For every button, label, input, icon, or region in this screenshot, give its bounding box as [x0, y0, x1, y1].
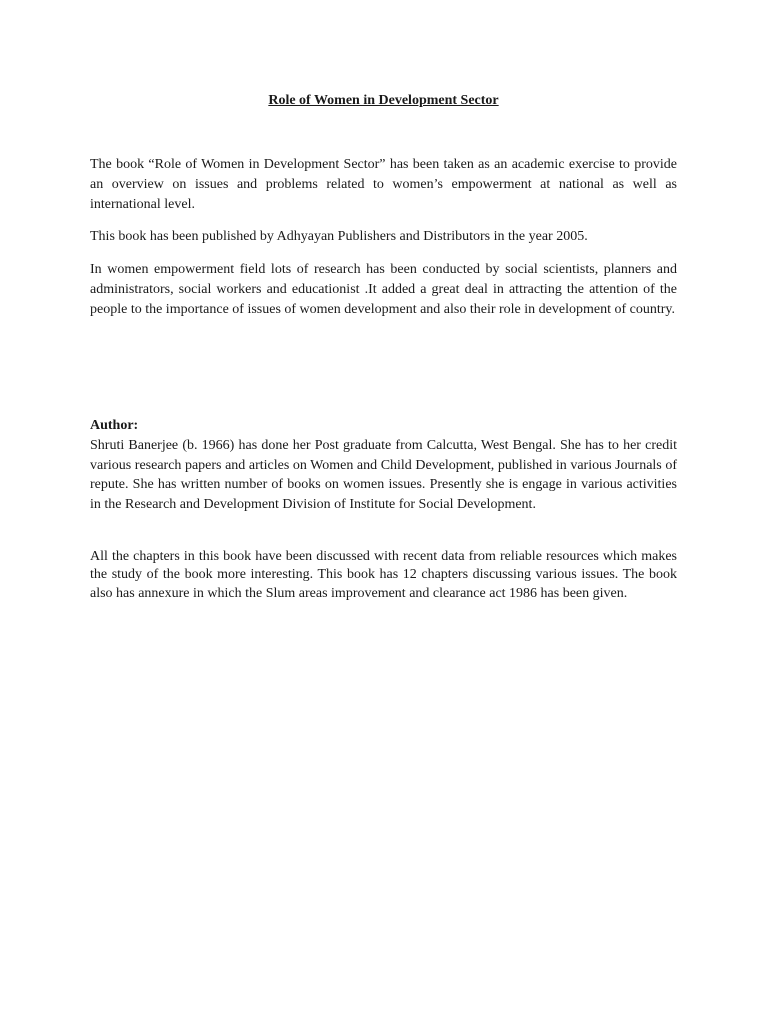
chapters-paragraph: All the chapters in this book have been discussed with recent data from reliable resources which makes the study of the book more interesting. This book has 12 chapters discussing various issues. The book also has annexure in which the Slum areas improvement and clearance act 1986 has been given. [90, 549, 677, 601]
author-bio-paragraph: Shruti Banerjee (b. 1966) has done her Post graduate from Calcutta, West Bengal. She has to her credit various research papers and articles on Women and Child Development, published in various Journals of repute. She has written number of books on women issues. Presently she is engage in various activities in the Research and Development Division of Institute for Social Development. [90, 438, 677, 512]
document-page [90, 0, 677, 1024]
research-paragraph: In women empowerment field lots of research has been conducted by social scientists, planners and administrators, social workers and educationist .It added a great deal in attracting the attention of the people to the importance of issues of women development and also their role in development of country. [90, 262, 677, 317]
publisher-paragraph: This book has been published by Adhyayan Publishers and Distributors in the year 2005. [90, 229, 588, 244]
intro-paragraph: The book “Role of Women in Development Sector” has been taken as an academic exercise to provide an overview on issues and problems related to women’s empowerment at national as well as international level. [90, 157, 677, 212]
author-heading: Author: [90, 418, 139, 433]
document-title: Role of Women in Development Sector [268, 93, 499, 108]
